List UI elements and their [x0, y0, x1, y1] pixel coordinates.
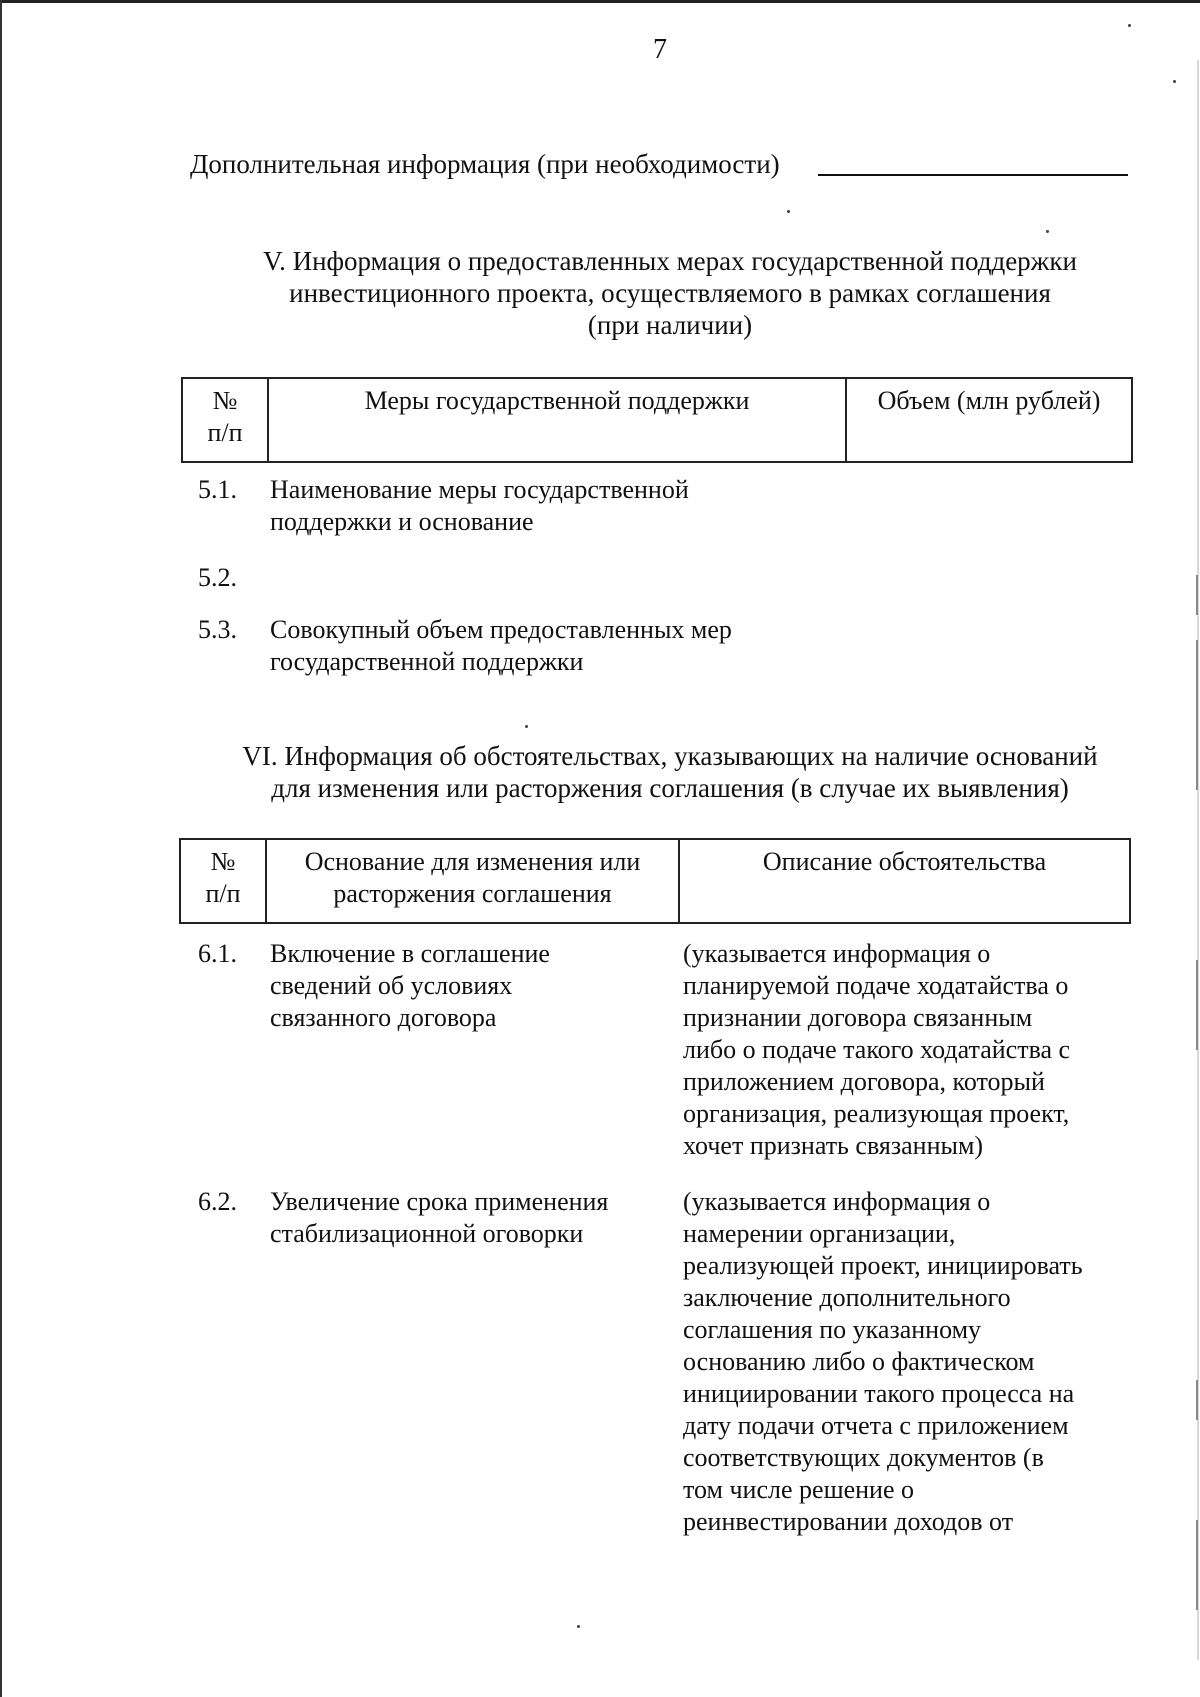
scan-edge-mark	[1196, 1520, 1198, 1610]
row-description-line: (указывается информация о	[683, 1187, 991, 1216]
col-volume-header: Объем (млн рублей)	[846, 378, 1132, 462]
row-number: 6.2.	[198, 1187, 237, 1216]
row-description-line: признании договора связанным	[683, 1003, 1033, 1032]
row-description	[683, 938, 1143, 1162]
scan-edge-mark	[1196, 575, 1198, 615]
section-5-table-header	[181, 377, 1133, 463]
row-number: 5.3.	[198, 615, 237, 644]
section-5-heading	[190, 245, 1150, 341]
row-description-line: либо о подаче такого ходатайства с	[683, 1035, 1071, 1064]
row-title-line: Увеличение срока применения	[270, 1187, 609, 1216]
additional-info-label: Дополнительная информация (при необходимости)	[190, 149, 780, 179]
page-number: 7	[653, 34, 667, 65]
section-6-heading-line: VI. Информация об обстоятельствах, указывающих на наличие оснований	[242, 741, 1098, 771]
row-description-line: хочет признать связанным)	[683, 1131, 984, 1160]
scan-right-edge	[1197, 60, 1199, 1660]
num-abbrev: п/п	[207, 418, 243, 447]
col-basis-header	[266, 839, 679, 923]
scan-left-edge	[0, 0, 2, 1697]
row-description-line: планируемой подаче ходатайства о	[683, 971, 1069, 1000]
row-description-line: соглашения по указанному	[683, 1315, 982, 1344]
col-num-header	[182, 378, 268, 462]
scan-top-edge	[0, 0, 1200, 3]
row-title	[270, 938, 680, 1034]
row-title-line: связанного договора	[270, 1003, 497, 1032]
row-title-line: сведений об условиях	[270, 971, 513, 1000]
row-description-line: дату подачи отчета с приложением	[683, 1411, 1069, 1440]
additional-info-blank-line	[818, 174, 1128, 176]
section-5-heading-line: V. Информация о предоставленных мерах государственной поддержки	[263, 246, 1077, 276]
row-description-line: реализующей проект, инициировать	[683, 1251, 1083, 1280]
section-6-table-header	[179, 838, 1131, 924]
row-title-line: государственной поддержки	[270, 647, 584, 676]
col-num-header	[180, 839, 266, 923]
row-title-line: Наименование меры государственной	[270, 475, 689, 504]
num-sign: №	[210, 847, 236, 876]
row-description-line: инициировании такого процесса на	[683, 1379, 1075, 1408]
basis-header-line: расторжения соглашения	[333, 879, 612, 908]
num-sign: №	[212, 386, 238, 415]
basis-header-line: Основание для изменения или	[304, 847, 641, 876]
row-description-line: заключение дополнительного	[683, 1283, 1011, 1312]
row-title	[270, 614, 750, 678]
row-description-line: соответствующих документов (в	[683, 1443, 1044, 1472]
row-description	[683, 1186, 1143, 1538]
section-6-heading	[190, 740, 1150, 804]
scan-speck	[577, 1625, 580, 1628]
row-title-line: Включение в соглашение	[270, 939, 550, 968]
row-title-line: стабилизационной оговорки	[270, 1219, 584, 1248]
scan-edge-mark	[1196, 1380, 1198, 1420]
scan-speck	[1173, 80, 1176, 83]
scan-edge-mark	[1196, 640, 1198, 790]
row-description-line: основанию либо о фактическом	[683, 1347, 1035, 1376]
section-5-heading-line: (при наличии)	[587, 310, 753, 340]
row-title	[270, 474, 750, 538]
col-measures-header: Меры государственной поддержки	[268, 378, 846, 462]
row-description-line: (указывается информация о	[683, 939, 991, 968]
row-number: 5.2.	[198, 563, 237, 592]
section-5-heading-line: инвестиционного проекта, осуществляемого в рамках соглашения	[289, 278, 1051, 308]
row-title-line: Совокупный объем предоставленных мер	[270, 615, 732, 644]
row-description-line: организация, реализующая проект,	[683, 1099, 1070, 1128]
num-abbrev: п/п	[205, 879, 241, 908]
col-description-header: Описание обстоятельства	[679, 839, 1130, 923]
scan-speck	[1046, 230, 1049, 233]
scan-speck	[1128, 24, 1131, 27]
row-title-line: поддержки и основание	[270, 507, 534, 536]
row-title	[270, 1186, 680, 1250]
section-6-heading-line: для изменения или расторжения соглашения (в случае их выявления)	[271, 773, 1069, 803]
scan-speck	[787, 210, 790, 213]
row-description-line: приложением договора, который	[683, 1067, 1045, 1096]
scan-speck	[525, 725, 528, 728]
row-description-line: реинвестировании доходов от	[683, 1507, 1014, 1536]
row-description-line: том числе решение о	[683, 1475, 914, 1504]
row-number: 6.1.	[198, 939, 237, 968]
row-description-line: намерении организации,	[683, 1219, 956, 1248]
row-number: 5.1.	[198, 475, 237, 504]
scan-edge-mark	[1196, 960, 1198, 1050]
